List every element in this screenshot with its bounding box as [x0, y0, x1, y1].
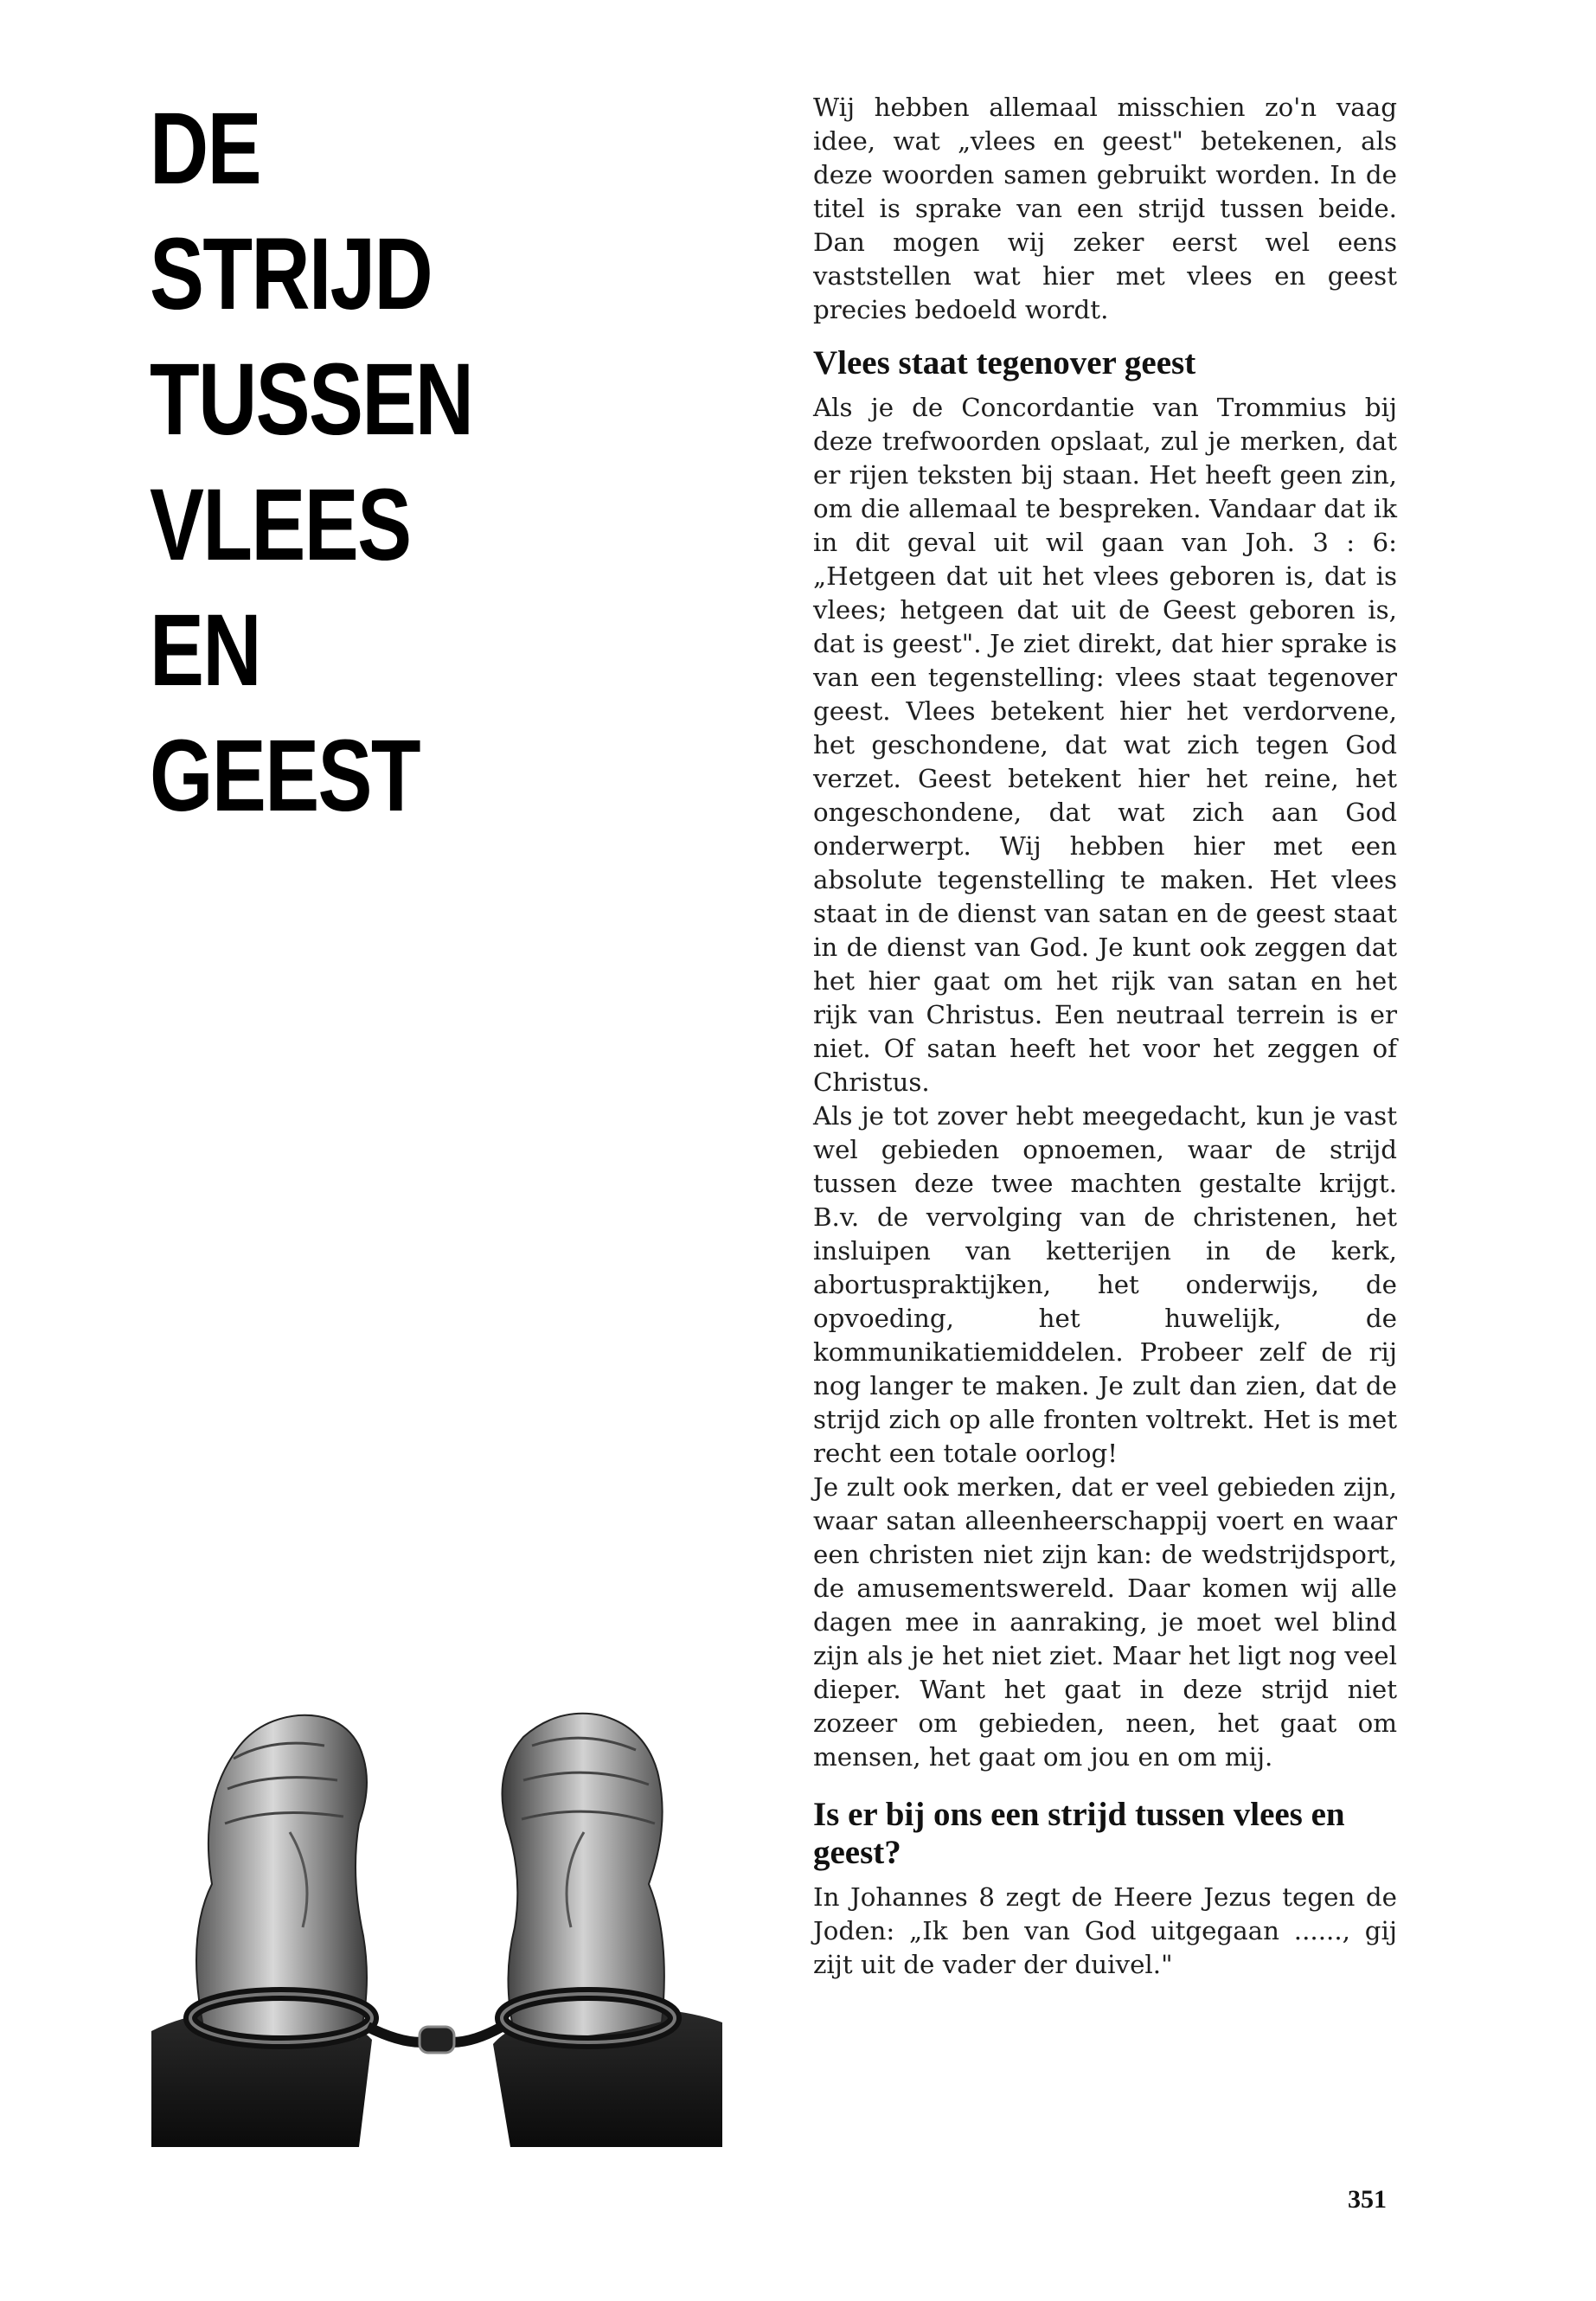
- title-line: TUSSEN: [150, 343, 473, 457]
- section-heading: Vlees staat tegenover geest: [813, 344, 1196, 381]
- intro-paragraph: Wij hebben allemaal misschien zo'n vaag idee, wat „vlees en geest" betekenen, als deze woorden samen gebruikt worden. In de titel is sprake van een strijd tussen beide. Dan mogen wij zeker eerst wel eens vaststellen wat hier met vlees en geest precies bedoeld wordt.: [813, 93, 1397, 324]
- paragraph: Als je de Concordantie van Trommius bij deze trefwoorden opslaat, zul je merken, dat er rijen teksten bij staan. Het heeft geen zin, om die allemaal te bespreken. Vandaar dat ik in dit geval uit wil gaan van Joh. 3 : 6: „Hetgeen dat uit het vlees geboren is, dat is vlees; hetgeen dat uit de Geest geboren is, dat is geest". Je ziet direkt, dat hier sprake is van een tegenstelling: vlees staat tegenover geest. Vlees betekent hier het verdorvene, het geschondene, dat wat zich tegen God verzet. Geest betekent hier het reine, het ongeschondene, dat wat zich aan God onderwerpt. Wij hebben hier met een absolute tegenstelling te maken. Het vlees staat in de dienst van satan en de geest staat in de dienst van God. Je kunt ook zeggen dat het hier gaat om het rijk van satan en het rijk van Christus. Een neutraal terrein is er niet. Of satan heeft het voor het zeggen of Christus.: [813, 393, 1397, 1097]
- title-line: VLEES: [150, 468, 411, 582]
- title-line: DE STRIJD: [150, 92, 433, 331]
- section-heading: Is er bij ons een strijd tussen vlees en geest?: [813, 1796, 1345, 1871]
- paragraph: Je zult ook merken, dat er veel gebieden zijn, waar satan alleenheerschappij voert en waar een christen niet zijn kan: de wedstrijdsport, de amusementswereld. Daar komen wij alle dagen mee in aanraking, je moet wel blind zijn als je het niet ziet. Maar het ligt nog veel dieper. Want het gaat in deze strijd niet zozeer om gebieden, neen, het gaat om mensen, het gaat om jou en om mij.: [813, 1472, 1397, 1772]
- article-title: [150, 87, 537, 839]
- paragraph: In Johannes 8 zegt de Heere Jezus tegen de Joden: „Ik ben van God uitgegaan ......, gij zijt uit de vader der duivel.": [813, 1882, 1397, 1979]
- page-number: 351: [1348, 2185, 1387, 2214]
- handcuffed-fists-icon: [151, 1676, 722, 2147]
- paragraph: Als je tot zover hebt meegedacht, kun je vast wel gebieden opnoemen, waar de strijd tussen deze twee machten gestalte krijgt. B.v. de vervolging van de christenen, het insluipen van ketterijen in de kerk, abortuspraktijken, het onderwijs, de opvoeding, het huwelijk, de kommunikatiemiddelen. Probeer zelf de rij nog langer te maken. Je zult dan zien, dat de strijd zich op alle fronten voltrekt. Het is met recht een totale oorlog!: [813, 1101, 1397, 1468]
- article-body: [813, 91, 1397, 1982]
- title-line: GEEST: [150, 719, 420, 833]
- title-line: EN: [150, 593, 260, 708]
